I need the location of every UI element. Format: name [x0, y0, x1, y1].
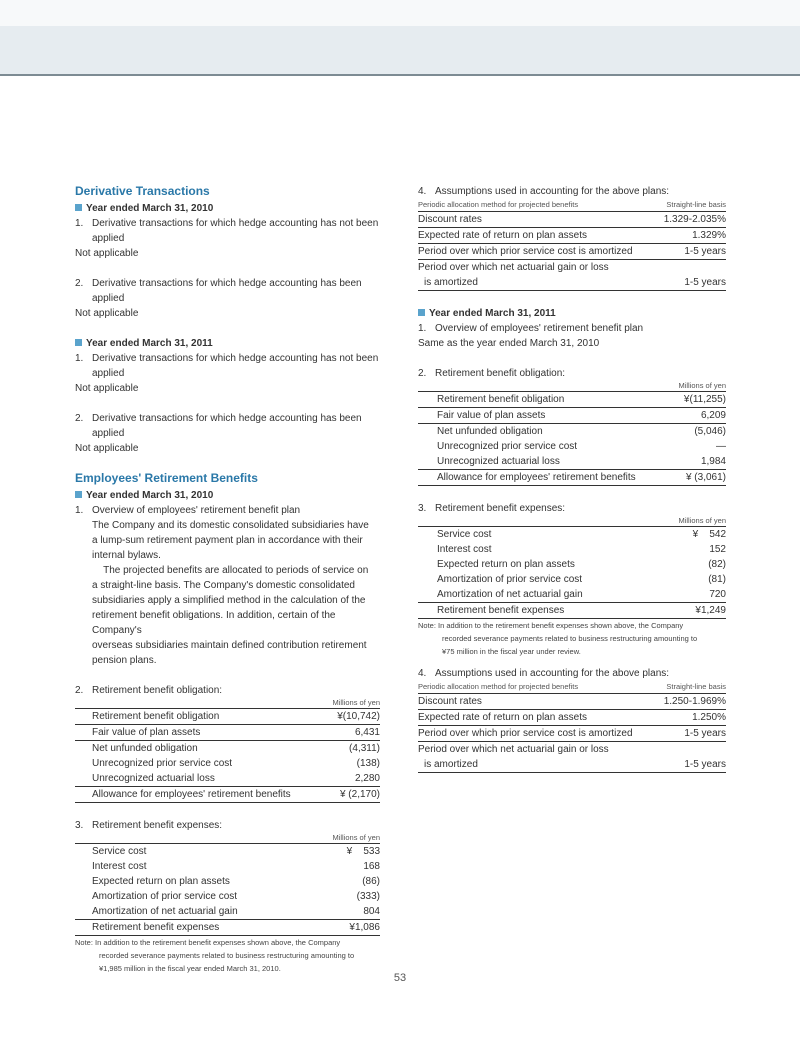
left-column: Derivative Transactions Year ended March 31, 2010 1. Derivative transactions for which hedge accounting has not been applied Not applicable 2. Derivative transactions for which hedge accounting has been applied Not applicable Year ended March 31, 2011 1. Derivative transactions for which hedge accounting has not been applied Not applicable 2. Derivative transactions for which hedge accounting has been applied Not applicable Employees' Retirement Benefits Year ended March 31, 2010 1. Overview of employees' retirement benefit plan The Company and its domestic consolidated subsidiaries have a lump-sum retirement payment plan in accordance with their internal bylaws. The projected benefits are allocated to periods of service on a straight-line basis. The Company's domestic consolidated subsidiaries apply a simplified method in the calculation of the retirement benefit obligations. In addition, certain of the Company's overseas subsidiaries maintain defined contribution retirement pension plans. 2. Retirement benefit obligation: Millions of yen Retirement benefit obligation ¥(10,742) Fair value of plan assets 6,431 Net unfunded obligation (4,311) Unrecognized prior service cost (138) Unrecognized actuarial loss 2,280 Allowance for employees' retirement benefits ¥ (2,170) 3. Retirement benefit expenses: Millions of yen Service cost ¥ 533 Interest cost 168 Expected return on plan assets (86) Amortization of prior service cost (333) Amortization of net actuarial gain 804 Retirement benefit expenses ¥1,086 Note: In addition to the retirement benefit expenses shown above, the Company recorded severance payments related to business restructuring amounting to ¥1,985 million in the fiscal year ended March 31, 2010.	[75, 184, 380, 973]
table-row: Expected rate of return on plan assets 1.329%	[418, 228, 726, 244]
header-band	[0, 0, 800, 76]
table-row: Interest cost 152	[437, 543, 726, 555]
table-row: is amortized 1-5 years	[418, 275, 726, 291]
table-row: Unrecognized prior service cost (138)	[92, 757, 380, 769]
table-row: Discount rates 1.329-2.035%	[418, 212, 726, 228]
table-row: is amortized 1-5 years	[418, 757, 726, 773]
footnote: Note: In addition to the retirement benefit expenses shown above, the Company recorded severance payments related to business restructuring amounting to ¥1,985 million in the fiscal year ended March 31, 2010.	[75, 938, 355, 973]
numbered-item: 1. Derivative transactions for which hedge accounting has not been	[75, 218, 379, 229]
table-row: Net unfunded obligation (4,311)	[92, 742, 380, 754]
subheading-2011: Year ended March 31, 2011	[75, 336, 380, 351]
square-bullet-icon	[75, 204, 82, 211]
square-bullet-icon	[418, 309, 425, 316]
table-row: Expected return on plan assets (82)	[437, 558, 726, 570]
table-row: Service cost ¥ 533	[75, 843, 380, 859]
assumptions-header: Periodic allocation method for projected benefits Straight-line basis	[418, 681, 726, 694]
table-row: Retirement benefit expenses ¥1,086	[75, 920, 380, 936]
table-row: Unrecognized actuarial loss 1,984	[418, 454, 726, 470]
unit-label: Millions of yen	[678, 516, 726, 525]
assumptions-table	[418, 694, 726, 773]
table-row: Discount rates 1.250-1.969%	[418, 694, 726, 710]
right-column: 4. Assumptions used in accounting for the above plans: Periodic allocation method for projected benefits Straight-line basis Discount rates 1.329-2.035% Expected rate of return on plan assets 1.329% Period over which prior service cost is amortized 1-5 years Period over which net actuarial gain or loss is amortized 1-5 years Year ended March 31, 2011 1. Overview of employees' retirement benefit plan Same as the year ended March 31, 2010 2. Retirement benefit obligation: Millions of yen Retirement benefit obligation ¥(11,255) Fair value of plan assets 6,209 Net unfunded obligation (5,046) Unrecognized prior service cost — Unrecognized actuarial loss 1,984 Allowance for employees' retirement benefits ¥ (3,061) 3. Retirement benefit expenses: Millions of yen Service cost ¥ 542 Interest cost 152 Expected return on plan assets (82) Amortization of prior service cost (81) Amortization of net actuarial gain 720 Retirement benefit expenses ¥1,249 Note: In addition to the retirement benefit expenses shown above, the Company recorded severance payments related to business restructuring amounting to ¥75 million in the fiscal year under review. 4. Assumptions used in accounting for the above plans: Periodic allocation method for projected benefits Straight-line basis Discount rates 1.250-1.969% Expected rate of return on plan assets 1.250% Period over which prior service cost is amortized 1-5 years Period over which net actuarial gain or loss is amortized 1-5 years	[418, 184, 726, 773]
table-row: Allowance for employees' retirement benefits ¥ (2,170)	[75, 787, 380, 803]
retirement-title: Employees' Retirement Benefits	[75, 471, 258, 485]
assumptions-table	[418, 212, 726, 291]
overview-paragraph: The Company and its domestic consolidated subsidiaries have a lump-sum retirement payment plan in accordance with their internal bylaws. The projected benefits are allocated to periods of service on a straight-line basis. The Company's domestic consolidated subsidiaries apply a simplified method in the calculation of the retirement benefit obligations. In addition, certain of the Company's overseas subsidiaries maintain defined contribution retirement pension plans.	[92, 520, 369, 666]
table-row: Retirement benefit obligation ¥(10,742)	[75, 708, 380, 725]
table-row: Amortization of prior service cost (81)	[437, 573, 726, 585]
page-number: 53	[393, 972, 407, 984]
table-row: Amortization of net actuarial gain 720	[418, 587, 726, 603]
obligation-table	[418, 391, 726, 486]
table-row: Retirement benefit obligation ¥(11,255)	[418, 391, 726, 408]
numbered-item: 2. Retirement benefit obligation:	[418, 368, 566, 379]
numbered-item: 4. Assumptions used in accounting for the above plans:	[418, 186, 670, 197]
derivative-title: Derivative Transactions	[75, 184, 210, 198]
square-bullet-icon	[75, 339, 82, 346]
expenses-table	[75, 843, 380, 936]
unit-label: Millions of yen	[678, 381, 726, 390]
assumptions-header: Periodic allocation method for projected benefits Straight-line basis	[418, 199, 726, 212]
table-row: Unrecognized actuarial loss 2,280	[75, 771, 380, 787]
table-row: Fair value of plan assets 6,209	[418, 408, 726, 424]
numbered-item: 4. Assumptions used in accounting for the above plans:	[418, 668, 670, 679]
subheading-2010: Year ended March 31, 2010	[75, 201, 380, 216]
table-row: Interest cost 168	[92, 860, 380, 872]
table-row: Period over which net actuarial gain or loss	[418, 261, 609, 273]
subheading-2010: Year ended March 31, 2010	[75, 488, 380, 503]
square-bullet-icon	[75, 491, 82, 498]
table-row: Period over which prior service cost is amortized 1-5 years	[418, 726, 726, 742]
table-row: Net unfunded obligation (5,046)	[437, 425, 726, 437]
footnote: Note: In addition to the retirement benefit expenses shown above, the Company recorded severance payments related to business restructuring amounting to ¥75 million in the fiscal year under review.	[418, 621, 698, 656]
obligation-table	[75, 708, 380, 803]
table-row: Amortization of prior service cost (333)	[92, 890, 380, 902]
table-row: Period over which prior service cost is amortized 1-5 years	[418, 244, 726, 260]
table-row: Expected return on plan assets (86)	[92, 875, 380, 887]
numbered-item: 1. Derivative transactions for which hedge accounting has not been	[75, 353, 379, 364]
subheading-2011: Year ended March 31, 2011	[418, 306, 726, 321]
table-row: Service cost ¥ 542	[418, 526, 726, 542]
numbered-item: 1. Overview of employees' retirement benefit plan	[418, 323, 644, 334]
numbered-item: 2. Derivative transactions for which hedge accounting has been	[75, 278, 362, 289]
table-row: Retirement benefit expenses ¥1,249	[418, 603, 726, 619]
numbered-item: 3. Retirement benefit expenses:	[418, 503, 566, 514]
table-row: Unrecognized prior service cost —	[437, 440, 726, 452]
numbered-item: 2. Retirement benefit obligation:	[75, 685, 223, 696]
table-row: Allowance for employees' retirement benefits ¥ (3,061)	[418, 470, 726, 486]
table-row: Fair value of plan assets 6,431	[75, 725, 380, 741]
numbered-item: 3. Retirement benefit expenses:	[75, 820, 223, 831]
expenses-table	[418, 526, 726, 619]
table-row: Amortization of net actuarial gain 804	[75, 904, 380, 920]
table-row: Period over which net actuarial gain or loss	[418, 743, 609, 755]
numbered-item: 2. Derivative transactions for which hedge accounting has been	[75, 413, 362, 424]
unit-label: Millions of yen	[332, 833, 380, 842]
table-row: Expected rate of return on plan assets 1.250%	[418, 710, 726, 726]
numbered-item: 1. Overview of employees' retirement benefit plan	[75, 505, 301, 516]
unit-label: Millions of yen	[332, 698, 380, 707]
